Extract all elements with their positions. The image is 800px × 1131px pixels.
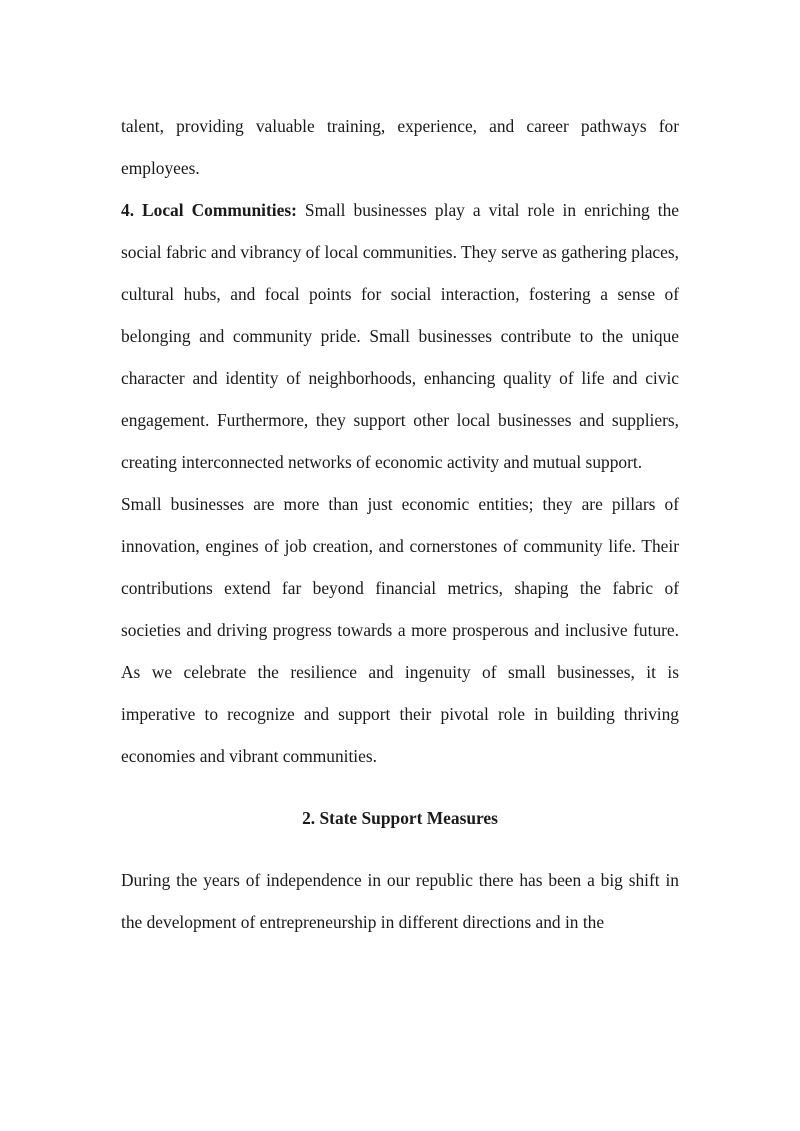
page-content xyxy=(121,105,679,943)
section-heading: 2. State Support Measures xyxy=(302,808,498,828)
paragraph-conclusion: Small businesses are more than just economic entities; they are pillars of innovation, engines of job creation, and cornerstones of community life. Their contributions extend far beyond financial metrics, shaping the fabric of societies and driving progress towards a more prosperous and inclusive future. As we celebrate the resilience and ingenuity of small businesses, it is imperative to recognize and support their pivotal role in building thriving economies and vibrant communities. xyxy=(121,494,679,766)
local-communities-label: 4. Local Communities: xyxy=(121,200,297,220)
paragraph-local-communities xyxy=(121,189,679,483)
paragraph-section-intro: During the years of independence in our republic there has been a big shift in the development of entrepreneurship in different directions and in the xyxy=(121,870,679,932)
paragraph-employees-continuation: talent, providing valuable training, experience, and career pathways for employees. xyxy=(121,116,679,178)
local-communities-text: Small businesses play a vital role in enriching the social fabric and vibrancy of local communities. They serve as gathering places, cultural hubs, and focal points for social interaction, fostering a sense of belonging and community pride. Small businesses contribute to the unique character and identity of neighborhoods, enhancing quality of life and civic engagement. Furthermore, they support other local businesses and suppliers, creating interconnected networks of economic activity and mutual support. xyxy=(121,200,679,472)
